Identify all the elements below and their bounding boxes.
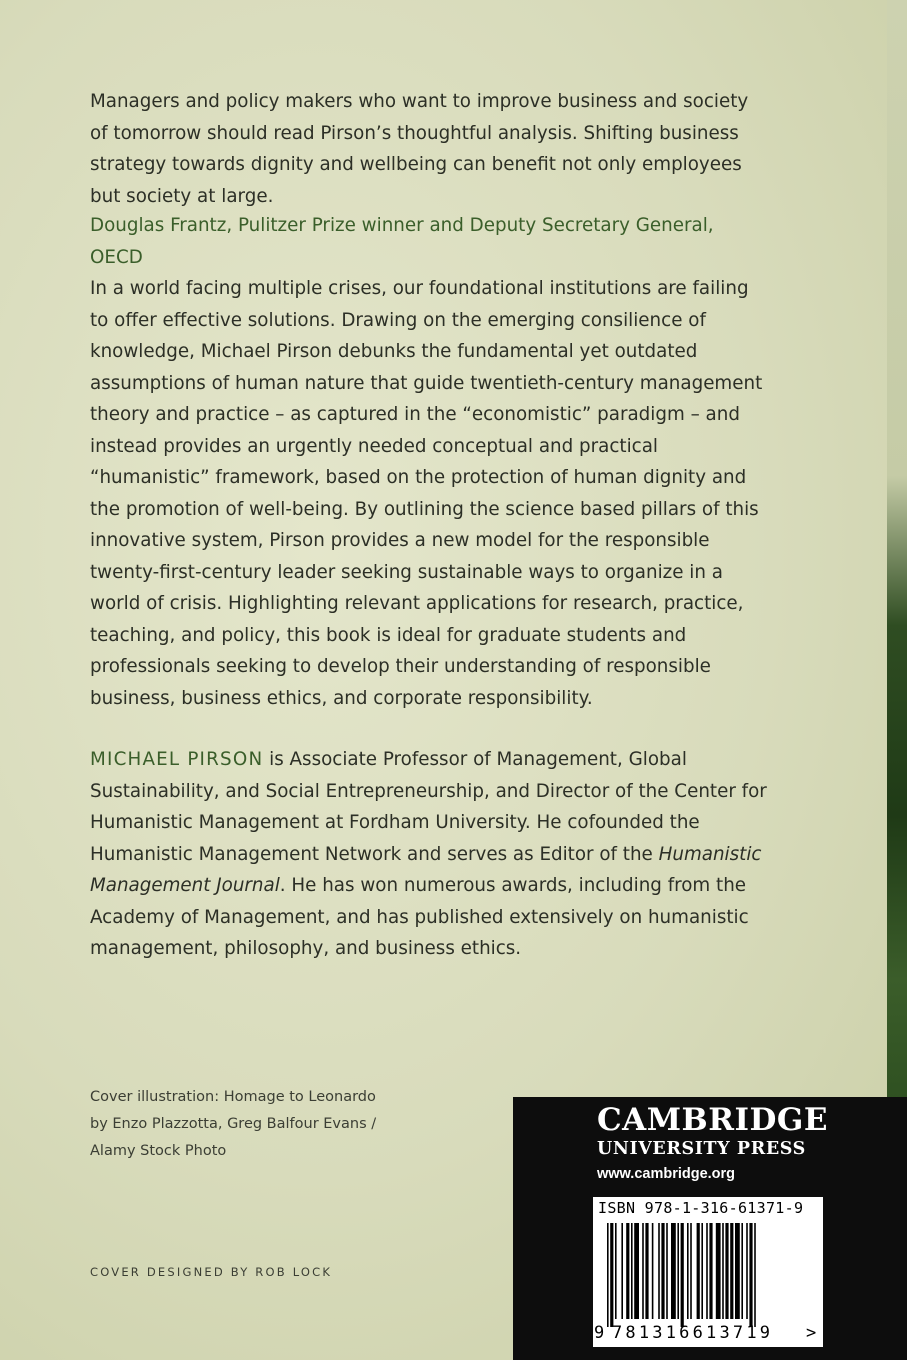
credit-line: Cover illustration: Homage to Leonardo	[90, 1089, 376, 1105]
credit-line: Alamy Stock Photo	[90, 1143, 227, 1159]
barcode-digit-end: >	[806, 1323, 817, 1343]
book-description: In a world facing multiple crises, our foundational institutions are failing to offer effective solutions. Drawing on the emerging consilience of knowledge, Michael Pirson debunks the fundamental yet outdated assumptions of human nature that guide twentieth-century management theory and practice – as captured in the “economistic” paradigm – and instead provides an urgently needed conceptual and practical “humanistic” framework, based on the protection of human dignity and the promotion of well-being. By outlining the science based pillars of this innovative system, Pirson provides a new model for the responsible twenty-first-century leader seeking sustainable ways to organize in a world of crisis. Highlighting relevant applications for research, practice, teaching, and policy, this book is ideal for graduate students and professionals seeking to develop their understanding of responsible business, business ethics, and corporate responsibility.	[90, 278, 763, 709]
barcode-bar	[725, 1223, 728, 1319]
barcode-bar	[735, 1223, 740, 1319]
barcode-bar	[677, 1223, 679, 1319]
barcode-bar	[716, 1223, 721, 1319]
author-bio	[90, 744, 770, 965]
barcode-bar	[690, 1223, 692, 1319]
barcode-bar	[631, 1223, 633, 1319]
barcode-bar	[652, 1223, 654, 1319]
barcode-bar	[607, 1223, 609, 1327]
barcode-bar	[621, 1223, 623, 1319]
cover-illustration-credit	[90, 1084, 410, 1165]
author-name: MICHAEL PIRSON	[90, 749, 264, 770]
barcode-digit-first: 9	[594, 1323, 605, 1343]
barcode-bar	[615, 1223, 617, 1319]
barcode-bar	[730, 1223, 733, 1319]
barcode-bar	[645, 1223, 648, 1319]
publisher-name: CAMBRIDGE	[597, 1102, 828, 1138]
publisher-url: www.cambridge.org	[597, 1166, 736, 1182]
barcode-icon	[607, 1223, 807, 1327]
author-bio-text-end: . He has won numerous awards, including from the Academy of Management, and has published extensively on humanistic management, philosophy, and business ethics.	[90, 875, 749, 959]
endorsement-attribution: Douglas Frantz, Pulitzer Prize winner and Deputy Secretary General, OECD	[90, 215, 714, 268]
author-bio-text: is Associate Professor of Management, Global Sustainability, and Social Entrepreneurship, and Director of the Center for Humanistic Management at Fordham University. He cofounded the Humanistic Management Network and serves as Editor of the	[90, 749, 767, 865]
barcode-bar	[610, 1223, 613, 1327]
barcode-bar	[749, 1223, 752, 1327]
barcode-bar	[697, 1223, 700, 1319]
barcode-bar	[746, 1223, 748, 1319]
publisher-press: UNIVERSITY PRESS	[597, 1139, 806, 1159]
barcode-bar	[671, 1223, 676, 1319]
barcode-bar	[626, 1223, 629, 1319]
barcode-bar	[722, 1223, 724, 1319]
barcode-digits-middle: 781316613719	[612, 1323, 774, 1343]
endorsement-quote: Managers and policy makers who want to improve business and society of tomorrow should read Pirson’s thoughtful analysis. Shifting business strategy towards dignity and wellbeing can benefit not only employees but society at large.	[90, 91, 749, 207]
barcode-bar	[642, 1223, 644, 1319]
barcode-bar	[658, 1223, 660, 1319]
barcode-bar	[754, 1223, 756, 1327]
barcode-bar	[666, 1223, 668, 1319]
barcode-bar	[706, 1223, 708, 1319]
cover-designer-credit: COVER DESIGNED BY ROB LOCK	[90, 1265, 333, 1279]
barcode-bar	[701, 1223, 703, 1319]
barcode-bar	[709, 1223, 712, 1319]
isbn-label: ISBN 978-1-316-61371-9	[598, 1199, 804, 1217]
barcode-bar	[741, 1223, 743, 1319]
barcode-bar	[687, 1223, 689, 1319]
publisher-box	[513, 1097, 907, 1360]
journal-title: Humanistic Management Journal	[90, 843, 762, 896]
barcode-bar	[661, 1223, 664, 1319]
credit-line: by Enzo Plazzotta, Greg Balfour Evans /	[90, 1116, 377, 1132]
barcode-panel	[593, 1197, 823, 1347]
barcode-bar	[634, 1223, 639, 1319]
barcode-bar	[681, 1223, 684, 1327]
